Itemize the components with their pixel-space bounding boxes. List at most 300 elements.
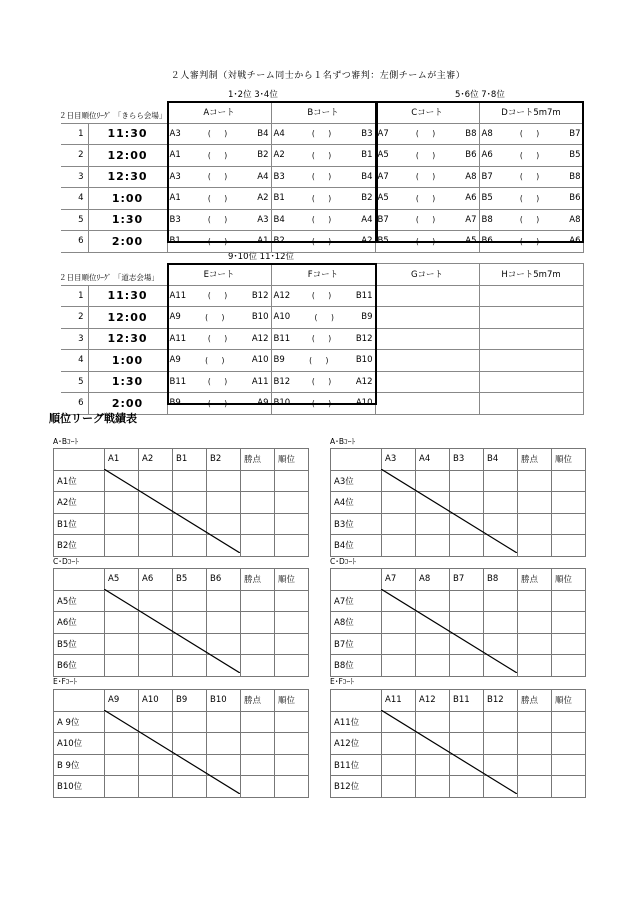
schedule-row <box>61 188 583 210</box>
results-cell <box>173 492 207 514</box>
match-cell <box>479 307 583 329</box>
court-header: Eコート <box>167 264 271 286</box>
team-left: A9 <box>169 312 181 323</box>
matchup <box>272 333 375 344</box>
match-number: 4 <box>61 350 88 372</box>
match-cell <box>271 393 375 415</box>
results-cell <box>275 655 309 677</box>
results-header-row <box>331 690 586 712</box>
results-col-header: B5 <box>173 569 207 591</box>
court-header: Cコート <box>375 102 479 124</box>
results-cell <box>382 711 416 733</box>
score-paren: ( ) <box>207 129 231 139</box>
score-paren: ( ) <box>311 291 335 301</box>
schedule-row <box>61 285 583 307</box>
match-cell <box>167 393 271 415</box>
team-left: B11 <box>169 376 187 387</box>
match-number: 2 <box>61 307 88 329</box>
results-row-label: B11位 <box>331 754 382 776</box>
results-cell <box>207 655 241 677</box>
match-cell <box>271 285 375 307</box>
results-cell <box>241 633 275 655</box>
results-cell <box>518 655 552 677</box>
schedule-header-spacer <box>61 102 167 124</box>
results-cell <box>518 711 552 733</box>
matchup <box>168 290 271 301</box>
results-row-label: B4位 <box>331 535 382 557</box>
matchup <box>168 128 271 139</box>
results-cell <box>416 513 450 535</box>
results-cell <box>207 711 241 733</box>
results-col-header: 順位 <box>275 569 309 591</box>
score-paren: ( ) <box>207 215 231 225</box>
results-court-label: A･Bｺｰﾄ <box>53 437 79 446</box>
matchup <box>168 171 271 182</box>
team-right: A4 <box>361 214 373 225</box>
team-left: B5 <box>377 236 389 247</box>
results-cell <box>416 492 450 514</box>
results-cell <box>275 513 309 535</box>
team-right: B3 <box>361 128 373 139</box>
results-cell <box>518 470 552 492</box>
score-paren: ( ) <box>311 377 335 387</box>
match-cell <box>479 231 583 253</box>
results-cell <box>241 492 275 514</box>
results-cell <box>552 733 586 755</box>
team-left: A11 <box>169 333 187 344</box>
matchup <box>376 214 479 225</box>
results-cell <box>275 590 309 612</box>
results-cell <box>484 513 518 535</box>
match-time: 1:00 <box>88 350 167 372</box>
results-row-label: A5位 <box>54 590 105 612</box>
results-cell <box>207 590 241 612</box>
matchup <box>272 171 375 182</box>
results-cell <box>416 655 450 677</box>
results-cell <box>484 492 518 514</box>
results-col-header: 勝点 <box>241 449 275 471</box>
results-cell <box>382 470 416 492</box>
results-row <box>54 776 309 798</box>
team-left: B3 <box>169 214 181 225</box>
match-cell <box>479 371 583 393</box>
matchup <box>272 236 375 247</box>
score-paren: ( ) <box>519 129 543 139</box>
results-cell <box>518 590 552 612</box>
results-cell <box>139 492 173 514</box>
results-row <box>54 655 309 677</box>
matchup <box>480 128 583 139</box>
match-time: 1:30 <box>88 209 167 231</box>
results-cell <box>241 776 275 798</box>
results-cell <box>139 655 173 677</box>
match-cell <box>271 123 375 145</box>
match-time: 12:30 <box>88 328 167 350</box>
match-cell <box>167 188 271 210</box>
results-cell <box>207 513 241 535</box>
team-right: A3 <box>257 214 269 225</box>
results-table <box>53 448 309 557</box>
results-cell <box>484 711 518 733</box>
results-cell <box>518 754 552 776</box>
score-paren: ( ) <box>311 150 335 160</box>
results-cell <box>241 513 275 535</box>
results-court-label: C･Dｺｰﾄ <box>330 557 357 566</box>
results-cell <box>105 470 139 492</box>
results-cell <box>105 535 139 557</box>
match-cell <box>479 209 583 231</box>
team-left: B1 <box>169 236 181 247</box>
results-cell <box>139 590 173 612</box>
results-cell <box>105 492 139 514</box>
results-cell <box>518 612 552 634</box>
results-row-label: A3位 <box>331 470 382 492</box>
team-left: A3 <box>169 128 181 139</box>
results-col-header: A9 <box>105 690 139 712</box>
results-cell <box>450 513 484 535</box>
results-court-label: C･Dｺｰﾄ <box>53 557 80 566</box>
team-left: B9 <box>169 398 181 409</box>
matchup <box>168 236 271 247</box>
results-cell <box>450 470 484 492</box>
results-cell <box>207 754 241 776</box>
score-paren: ( ) <box>519 150 543 160</box>
results-cell <box>382 733 416 755</box>
results-cell <box>241 535 275 557</box>
results-cell <box>275 633 309 655</box>
results-col-header: A11 <box>382 690 416 712</box>
matchup <box>272 398 375 409</box>
team-left: A10 <box>273 312 291 323</box>
matchup <box>168 376 271 387</box>
results-header-row <box>331 569 586 591</box>
results-cell <box>241 655 275 677</box>
team-left: B2 <box>273 236 285 247</box>
results-row <box>331 590 586 612</box>
results-cell <box>416 590 450 612</box>
match-cell <box>375 285 479 307</box>
results-col-header: 勝点 <box>518 569 552 591</box>
court-header: Hコート5m7m <box>479 264 583 286</box>
results-cell <box>241 590 275 612</box>
results-cell <box>552 612 586 634</box>
schedule-header-spacer <box>61 264 167 286</box>
results-row-label: A11位 <box>331 711 382 733</box>
results-cell <box>207 535 241 557</box>
results-row-label: B12位 <box>331 776 382 798</box>
team-right: A6 <box>465 193 477 204</box>
matchup <box>272 150 375 161</box>
results-col-header: B1 <box>173 449 207 471</box>
matchup <box>168 150 271 161</box>
results-cell <box>484 733 518 755</box>
team-right: B1 <box>361 150 373 161</box>
match-cell <box>167 350 271 372</box>
team-right: B10 <box>251 312 269 323</box>
results-cell <box>275 612 309 634</box>
team-right: B12 <box>355 333 373 344</box>
results-cell <box>173 711 207 733</box>
results-cell <box>416 711 450 733</box>
team-right: A1 <box>257 236 269 247</box>
results-table <box>330 689 586 798</box>
results-cell <box>139 754 173 776</box>
match-cell <box>271 188 375 210</box>
score-paren: ( ) <box>519 193 543 203</box>
results-row <box>331 633 586 655</box>
team-right: B11 <box>355 290 373 301</box>
match-number: 2 <box>61 145 88 167</box>
team-left: B12 <box>273 376 291 387</box>
results-cell <box>173 776 207 798</box>
results-cell <box>382 612 416 634</box>
results-cell <box>484 590 518 612</box>
match-number: 3 <box>61 166 88 188</box>
results-col-header: 順位 <box>552 690 586 712</box>
results-cell <box>484 754 518 776</box>
results-row-label: A6位 <box>54 612 105 634</box>
matchup <box>480 214 583 225</box>
results-cell <box>207 612 241 634</box>
results-cell <box>173 733 207 755</box>
match-cell <box>479 285 583 307</box>
results-cell <box>484 776 518 798</box>
score-paren: ( ) <box>519 172 543 182</box>
results-col-header: A12 <box>416 690 450 712</box>
team-left: B1 <box>273 193 285 204</box>
results-cell <box>450 492 484 514</box>
schedule2-label: ２日目順位ﾘｰｸﾞ 「道志会場」 <box>59 273 159 282</box>
results-col-header: B9 <box>173 690 207 712</box>
results-col-header: 順位 <box>552 569 586 591</box>
match-cell <box>167 209 271 231</box>
matchup <box>272 312 375 323</box>
match-cell <box>167 285 271 307</box>
team-left: A1 <box>169 193 181 204</box>
rank-label-ab: 1･2位 3･4位 <box>228 90 278 100</box>
score-paren: ( ) <box>311 193 335 203</box>
results-cell <box>552 655 586 677</box>
match-cell <box>375 231 479 253</box>
results-cell <box>484 655 518 677</box>
results-cell <box>241 754 275 776</box>
match-time: 11:30 <box>88 123 167 145</box>
match-number: 1 <box>61 123 88 145</box>
results-cell <box>275 470 309 492</box>
schedule-row <box>61 350 583 372</box>
results-cell <box>382 754 416 776</box>
match-time: 1:00 <box>88 188 167 210</box>
results-cell <box>105 590 139 612</box>
results-col-header: A1 <box>105 449 139 471</box>
results-col-header: 勝点 <box>518 449 552 471</box>
team-right: B8 <box>465 128 477 139</box>
results-header-row <box>54 569 309 591</box>
results-cell <box>275 776 309 798</box>
results-cell <box>450 633 484 655</box>
score-paren: ( ) <box>207 236 231 246</box>
schedule-row <box>61 231 583 253</box>
match-cell <box>375 188 479 210</box>
score-paren: ( ) <box>311 215 335 225</box>
results-cell <box>552 590 586 612</box>
results-col-header: A4 <box>416 449 450 471</box>
team-right: A12 <box>355 376 373 387</box>
results-cell <box>450 711 484 733</box>
results-cell <box>382 492 416 514</box>
results-row-label: A12位 <box>331 733 382 755</box>
results-cell <box>105 513 139 535</box>
results-header-row <box>331 449 586 471</box>
match-number: 6 <box>61 231 88 253</box>
results-cell <box>241 733 275 755</box>
results-row-label: A4位 <box>331 492 382 514</box>
results-cell <box>173 612 207 634</box>
score-paren: ( ) <box>309 355 332 365</box>
team-right: B9 <box>361 312 373 323</box>
schedule-row <box>61 307 583 329</box>
team-left: A6 <box>481 150 493 161</box>
matchup <box>376 128 479 139</box>
matchup <box>272 214 375 225</box>
results-cell <box>139 733 173 755</box>
score-paren: ( ) <box>311 398 335 408</box>
team-left: A1 <box>169 150 181 161</box>
score-paren: ( ) <box>311 129 335 139</box>
team-right: A2 <box>257 193 269 204</box>
results-cell <box>139 776 173 798</box>
match-number: 3 <box>61 328 88 350</box>
schedule-row <box>61 328 583 350</box>
match-cell <box>167 166 271 188</box>
results-cell <box>552 492 586 514</box>
match-cell <box>479 188 583 210</box>
results-cell <box>275 492 309 514</box>
results-cell <box>416 776 450 798</box>
results-row <box>331 776 586 798</box>
team-right: A5 <box>465 236 477 247</box>
match-cell <box>167 328 271 350</box>
results-table <box>330 568 586 677</box>
results-cell <box>139 470 173 492</box>
matchup <box>168 312 271 323</box>
results-cell <box>207 470 241 492</box>
team-right: A4 <box>257 171 269 182</box>
score-paren: ( ) <box>207 398 231 408</box>
results-cell <box>207 492 241 514</box>
team-right: A12 <box>251 333 269 344</box>
results-cell <box>416 754 450 776</box>
match-number: 6 <box>61 393 88 415</box>
score-paren: ( ) <box>415 172 439 182</box>
results-cell <box>207 633 241 655</box>
results-cell <box>173 590 207 612</box>
results-cell <box>382 535 416 557</box>
team-left: B3 <box>273 171 285 182</box>
team-right: B4 <box>257 128 269 139</box>
results-cell <box>552 535 586 557</box>
results-col-header: A5 <box>105 569 139 591</box>
results-court-label: A･Bｺｰﾄ <box>330 437 356 446</box>
results-col-header: 勝点 <box>518 690 552 712</box>
results-cell <box>484 535 518 557</box>
team-right: B10 <box>355 355 373 366</box>
rank-label-cd: 5･6位 7･8位 <box>455 90 505 100</box>
results-cell <box>450 655 484 677</box>
schedule1-table <box>61 101 584 253</box>
score-paren: ( ) <box>207 150 231 160</box>
results-cell <box>173 655 207 677</box>
team-left: A3 <box>169 171 181 182</box>
results-cell <box>275 535 309 557</box>
court-header: Fコート <box>271 264 375 286</box>
score-paren: ( ) <box>415 129 439 139</box>
results-cell <box>484 612 518 634</box>
results-cell <box>382 633 416 655</box>
results-cell <box>241 470 275 492</box>
results-col-header: A2 <box>139 449 173 471</box>
results-cell <box>241 612 275 634</box>
results-cell <box>518 492 552 514</box>
score-paren: ( ) <box>205 312 228 322</box>
results-col-header: B8 <box>484 569 518 591</box>
results-cell <box>105 733 139 755</box>
results-row <box>54 590 309 612</box>
results-cell <box>139 711 173 733</box>
match-cell <box>479 145 583 167</box>
results-col-header: B12 <box>484 690 518 712</box>
score-paren: ( ) <box>519 215 543 225</box>
results-row <box>54 470 309 492</box>
results-cell <box>552 776 586 798</box>
matchup <box>480 171 583 182</box>
team-right: B2 <box>257 150 269 161</box>
schedule1-label: ２日目順位ﾘｰｸﾞ 「きらら会場」 <box>59 111 167 120</box>
match-cell <box>271 371 375 393</box>
results-cell <box>207 776 241 798</box>
score-paren: ( ) <box>207 172 231 182</box>
results-cell <box>518 633 552 655</box>
score-paren: ( ) <box>415 193 439 203</box>
results-corner <box>54 569 105 591</box>
results-row-label: B2位 <box>54 535 105 557</box>
results-row-label: B10位 <box>54 776 105 798</box>
score-paren: ( ) <box>311 334 335 344</box>
results-cell <box>416 612 450 634</box>
results-row-label: A1位 <box>54 470 105 492</box>
match-cell <box>375 393 479 415</box>
court-header: Aコート <box>167 102 271 124</box>
team-left: A12 <box>273 290 291 301</box>
results-cell <box>173 513 207 535</box>
results-col-header: B7 <box>450 569 484 591</box>
results-row-label: A 9位 <box>54 711 105 733</box>
match-cell <box>167 123 271 145</box>
rank-label-ef: 9･10位 11･12位 <box>228 252 295 262</box>
score-paren: ( ) <box>311 236 335 246</box>
results-row-label: B3位 <box>331 513 382 535</box>
team-right: A10 <box>251 355 269 366</box>
results-cell <box>105 754 139 776</box>
team-left: B6 <box>481 236 493 247</box>
results-cell <box>382 655 416 677</box>
match-number: 5 <box>61 371 88 393</box>
results-col-header: 順位 <box>552 449 586 471</box>
team-right: B4 <box>361 171 373 182</box>
match-cell <box>479 166 583 188</box>
results-title: 順位リーグ戦績表 <box>49 412 137 425</box>
results-row <box>331 535 586 557</box>
